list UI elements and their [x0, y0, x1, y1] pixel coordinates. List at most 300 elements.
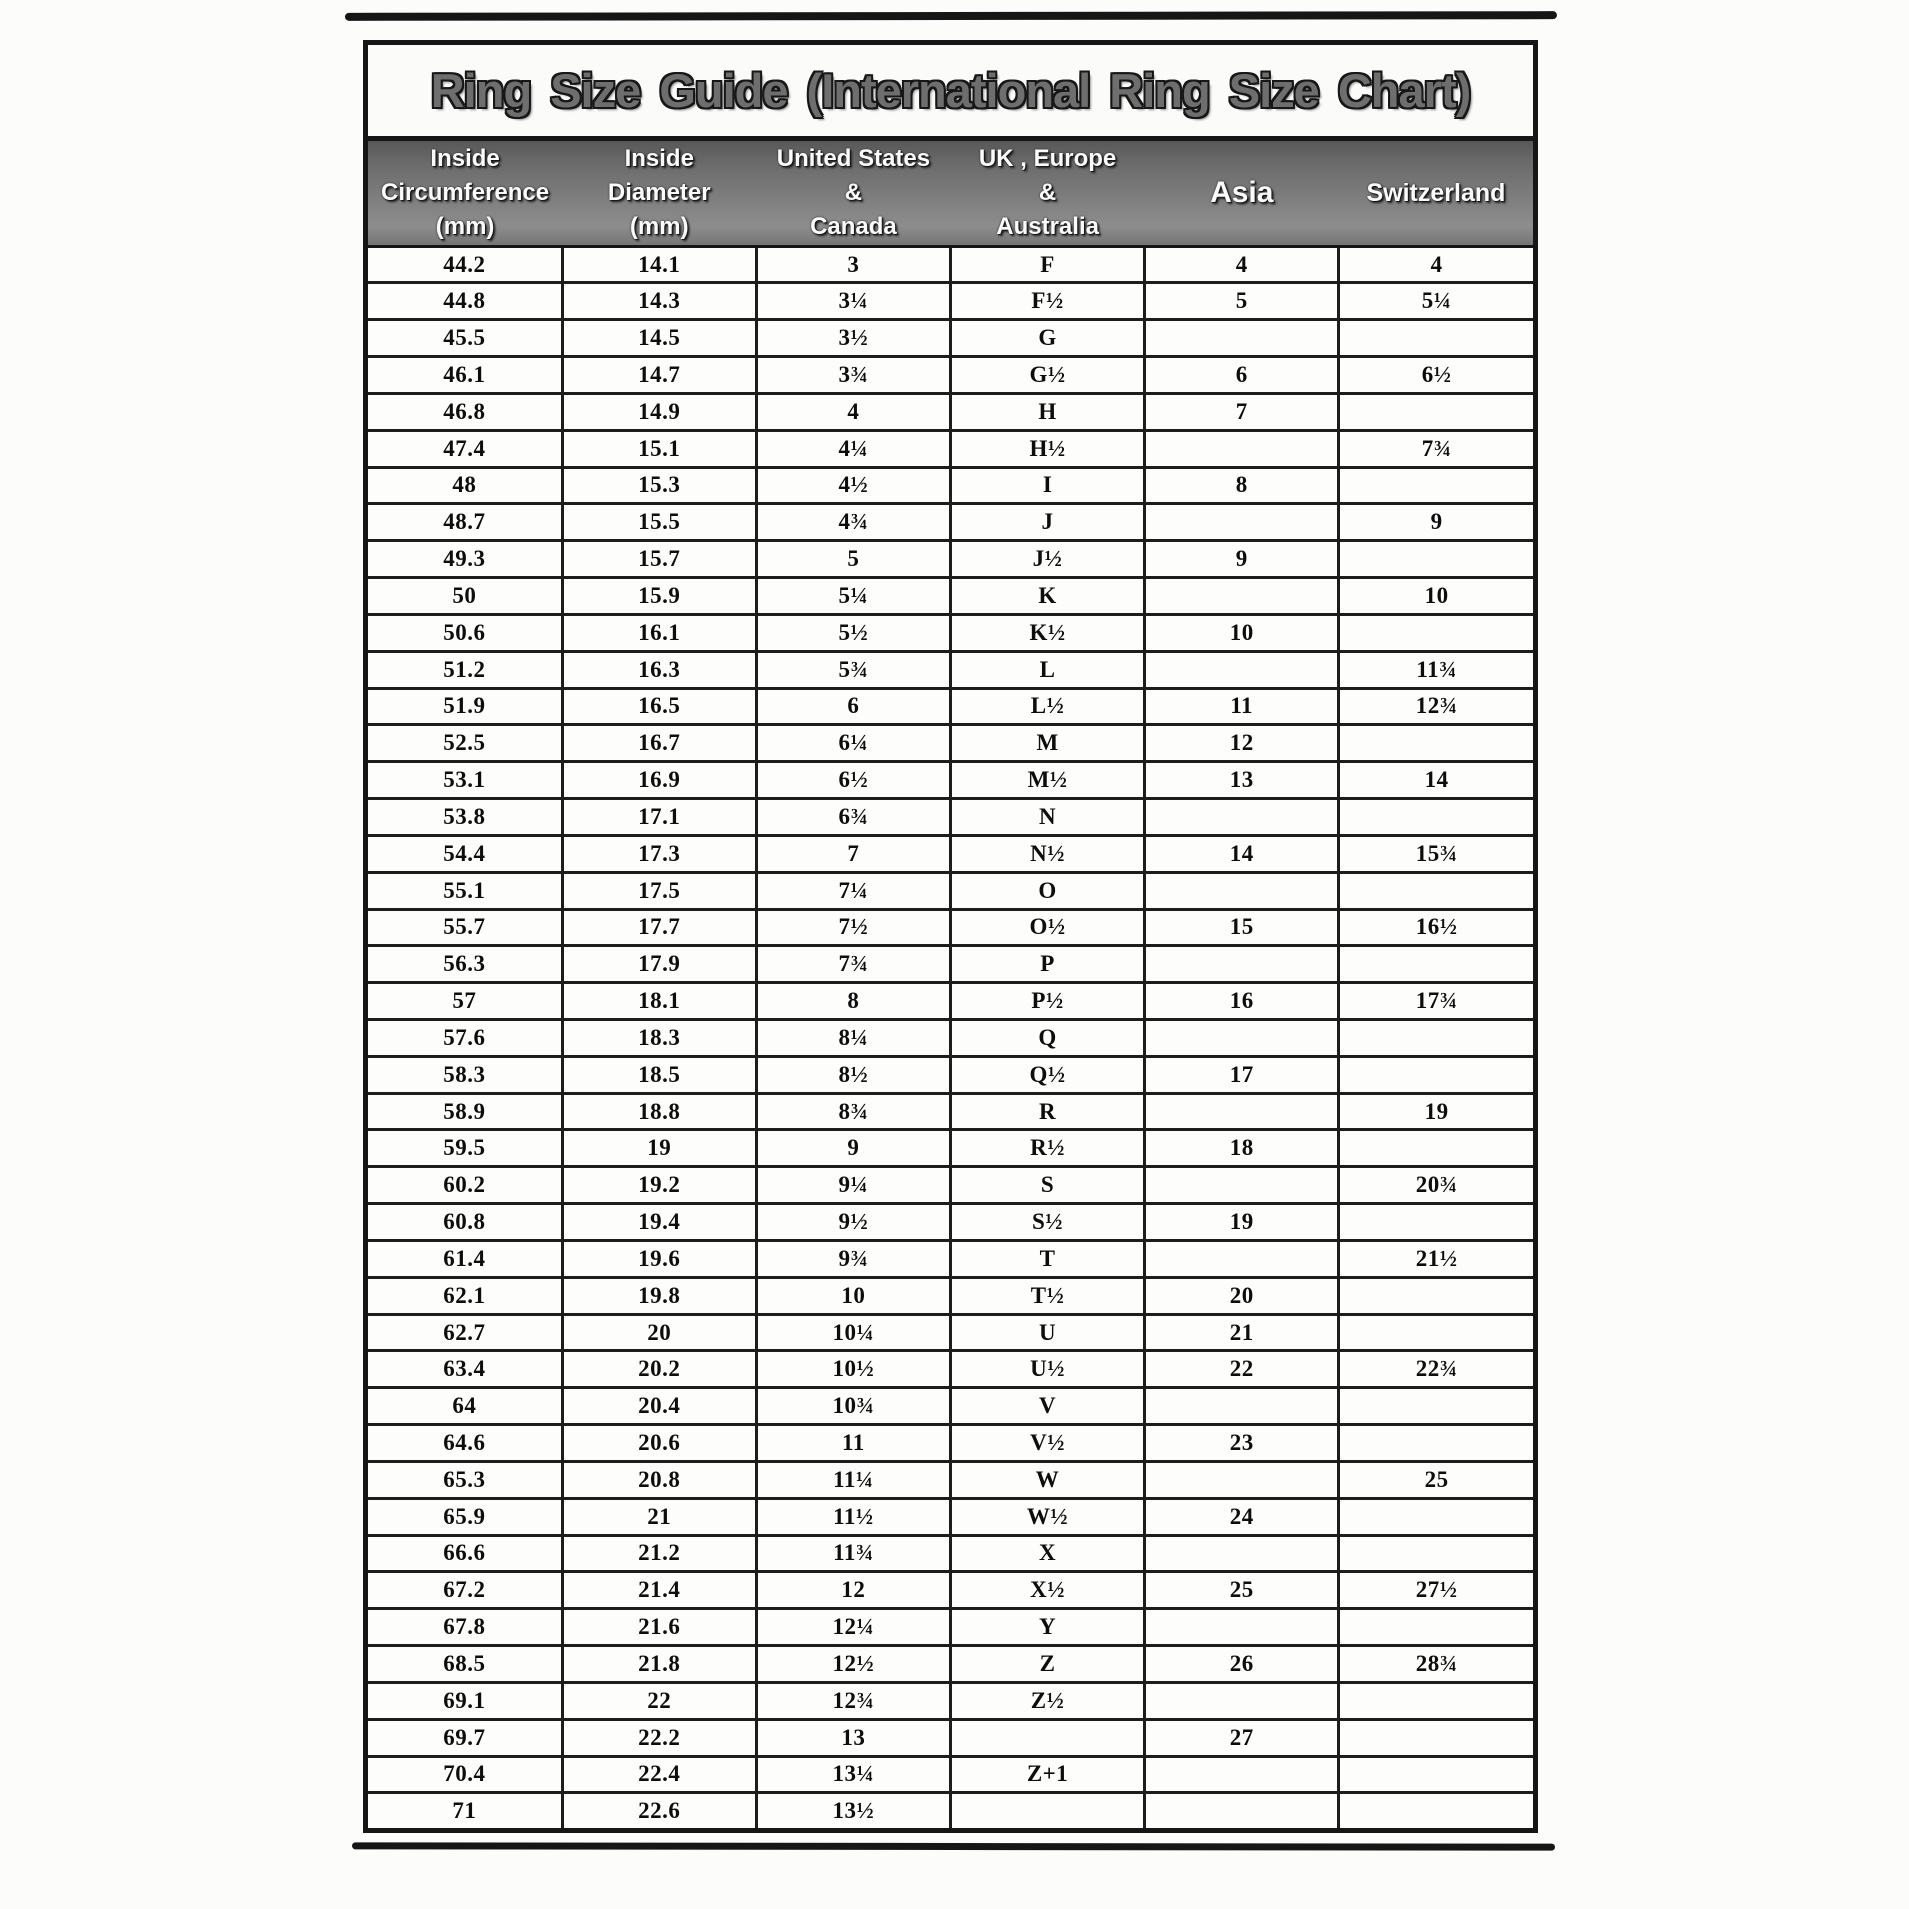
table-row — [368, 799, 1533, 836]
table-row — [368, 1314, 1533, 1351]
table-cell: 7 — [1145, 393, 1339, 430]
table-row — [368, 393, 1533, 430]
table-cell — [1339, 1793, 1533, 1828]
table-cell: 16 — [1145, 983, 1339, 1020]
table-row — [368, 1461, 1533, 1498]
table-cell: 10¾ — [756, 1388, 950, 1425]
table-cell: 22¾ — [1339, 1351, 1533, 1388]
table-cell — [1145, 430, 1339, 467]
table-cell: 22 — [562, 1682, 756, 1719]
table-cell: N — [950, 799, 1144, 836]
table-cell — [1339, 1056, 1533, 1093]
table-cell — [1339, 320, 1533, 357]
table-cell: 22 — [1145, 1351, 1339, 1388]
table-cell: 20.4 — [562, 1388, 756, 1425]
table-cell: 20.2 — [562, 1351, 756, 1388]
table-cell: G½ — [950, 357, 1144, 394]
table-cell — [1145, 872, 1339, 909]
table-cell — [1339, 467, 1533, 504]
table-cell: 3¾ — [756, 357, 950, 394]
table-cell: 25 — [1145, 1572, 1339, 1609]
table-cell: 19.6 — [562, 1240, 756, 1277]
table-cell: 3¼ — [756, 283, 950, 320]
table-cell: 44.8 — [368, 283, 562, 320]
table-cell: 12¾ — [1339, 688, 1533, 725]
table-cell: 16½ — [1339, 909, 1533, 946]
table-cell: 3½ — [756, 320, 950, 357]
table-cell: 18.5 — [562, 1056, 756, 1093]
table-row — [368, 1056, 1533, 1093]
table-row — [368, 504, 1533, 541]
table-cell: 12½ — [756, 1646, 950, 1683]
table-row — [368, 1019, 1533, 1056]
header-line: Inside — [624, 145, 694, 172]
table-row — [368, 1093, 1533, 1130]
table-cell: 4¾ — [756, 504, 950, 541]
table-cell: 7 — [756, 835, 950, 872]
table-cell: 64 — [368, 1388, 562, 1425]
table-cell: 9½ — [756, 1204, 950, 1241]
table-cell: 19 — [1145, 1204, 1339, 1241]
table-cell: 13 — [1145, 762, 1339, 799]
table-cell: Q — [950, 1019, 1144, 1056]
table-cell — [1145, 1019, 1339, 1056]
table-cell: 65.9 — [368, 1498, 562, 1535]
table-cell: S — [950, 1167, 1144, 1204]
table-cell — [1339, 1682, 1533, 1719]
table-row — [368, 467, 1533, 504]
table-cell: 20.8 — [562, 1461, 756, 1498]
table-cell: 15.7 — [562, 541, 756, 578]
table-cell — [1339, 946, 1533, 983]
table-cell: R — [950, 1093, 1144, 1130]
table-cell — [1145, 504, 1339, 541]
table-cell — [1339, 1130, 1533, 1167]
table-cell: L — [950, 651, 1144, 688]
table-cell: Y — [950, 1609, 1144, 1646]
table-cell — [950, 1793, 1144, 1828]
table-cell: J½ — [950, 541, 1144, 578]
table-cell: 4 — [1145, 248, 1339, 283]
table-cell: 49.3 — [368, 541, 562, 578]
table-cell: 21 — [1145, 1314, 1339, 1351]
table-cell: 57.6 — [368, 1019, 562, 1056]
table-cell: 58.9 — [368, 1093, 562, 1130]
table-cell — [1339, 1719, 1533, 1756]
table-row — [368, 688, 1533, 725]
table-row — [368, 1425, 1533, 1462]
table-cell — [1145, 578, 1339, 615]
table-cell: 20 — [562, 1314, 756, 1351]
table-cell: 48.7 — [368, 504, 562, 541]
table-cell: 5 — [1145, 283, 1339, 320]
table-cell: R½ — [950, 1130, 1144, 1167]
table-cell — [1145, 946, 1339, 983]
table-cell: V½ — [950, 1425, 1144, 1462]
table-row — [368, 835, 1533, 872]
table-cell: 12¼ — [756, 1609, 950, 1646]
table-row — [368, 1167, 1533, 1204]
table-cell: W½ — [950, 1498, 1144, 1535]
table-cell: 5¼ — [756, 578, 950, 615]
table-cell: Z½ — [950, 1682, 1144, 1719]
table-row — [368, 983, 1533, 1020]
table-cell: 48 — [368, 467, 562, 504]
header-line: Switzerland — [1366, 179, 1506, 207]
table-cell: 52.5 — [368, 725, 562, 762]
table-row — [368, 1130, 1533, 1167]
table-cell: 53.8 — [368, 799, 562, 836]
table-cell: 10 — [1339, 578, 1533, 615]
header-cell-3 — [951, 141, 1145, 245]
table-cell: T — [950, 1240, 1144, 1277]
table-cell: 4 — [1339, 248, 1533, 283]
table-cell: Q½ — [950, 1056, 1144, 1093]
table-cell: 16.3 — [562, 651, 756, 688]
table-cell: 65.3 — [368, 1461, 562, 1498]
table-cell: 27½ — [1339, 1572, 1533, 1609]
table-row — [368, 1388, 1533, 1425]
table-wrap — [368, 248, 1533, 1828]
table-cell — [950, 1719, 1144, 1756]
table-cell: 6¾ — [756, 799, 950, 836]
ring-size-table — [368, 248, 1533, 1828]
table-cell: 50 — [368, 578, 562, 615]
table-cell: 46.8 — [368, 393, 562, 430]
table-cell: 66.6 — [368, 1535, 562, 1572]
table-cell: 18.8 — [562, 1093, 756, 1130]
table-cell — [1339, 393, 1533, 430]
table-row — [368, 320, 1533, 357]
table-cell: 57 — [368, 983, 562, 1020]
table-cell: 10 — [1145, 614, 1339, 651]
table-cell — [1145, 320, 1339, 357]
table-cell: 15.3 — [562, 467, 756, 504]
page-title: Ring Size Guide (International Ring Size Chart) — [430, 64, 1471, 117]
table-cell: 15¾ — [1339, 835, 1533, 872]
table-cell — [1145, 1240, 1339, 1277]
bottom-decorative-rule — [352, 1842, 1555, 1850]
table-row — [368, 1756, 1533, 1793]
table-row — [368, 762, 1533, 799]
header-line: Circumference — [381, 179, 550, 206]
table-cell: 15.1 — [562, 430, 756, 467]
table-cell — [1145, 651, 1339, 688]
table-cell: 14 — [1145, 835, 1339, 872]
table-cell: 15.5 — [562, 504, 756, 541]
table-row — [368, 1240, 1533, 1277]
table-row — [368, 1351, 1533, 1388]
table-cell: 59.5 — [368, 1130, 562, 1167]
table-row — [368, 357, 1533, 394]
table-cell: 5¾ — [756, 651, 950, 688]
table-cell: 22.2 — [562, 1719, 756, 1756]
header-line: (mm) — [629, 213, 689, 240]
table-cell: 58.3 — [368, 1056, 562, 1093]
table-cell: X½ — [950, 1572, 1144, 1609]
table-cell: 8 — [756, 983, 950, 1020]
table-row — [368, 946, 1533, 983]
table-cell: 11½ — [756, 1498, 950, 1535]
table-row — [368, 430, 1533, 467]
table-cell: 5 — [756, 541, 950, 578]
table-cell: 21.6 — [562, 1609, 756, 1646]
table-cell — [1339, 872, 1533, 909]
table-cell: 8¼ — [756, 1019, 950, 1056]
table-cell: 11 — [1145, 688, 1339, 725]
table-cell: 21.2 — [562, 1535, 756, 1572]
table-cell: 15 — [1145, 909, 1339, 946]
table-cell: X — [950, 1535, 1144, 1572]
table-cell: 22.4 — [562, 1756, 756, 1793]
table-cell: 67.8 — [368, 1609, 562, 1646]
table-cell: 12 — [1145, 725, 1339, 762]
table-cell: 6½ — [1339, 357, 1533, 394]
header-cell-0 — [368, 141, 562, 245]
table-cell: 11¾ — [1339, 651, 1533, 688]
table-cell: 14.5 — [562, 320, 756, 357]
table-cell: 54.4 — [368, 835, 562, 872]
table-cell: 56.3 — [368, 946, 562, 983]
table-cell: 62.1 — [368, 1277, 562, 1314]
table-cell: 17.9 — [562, 946, 756, 983]
table-cell: 9¾ — [756, 1240, 950, 1277]
table-cell: K½ — [950, 614, 1144, 651]
table-cell: O½ — [950, 909, 1144, 946]
table-row — [368, 909, 1533, 946]
table-row — [368, 541, 1533, 578]
header-row — [368, 141, 1533, 248]
table-cell: 15.9 — [562, 578, 756, 615]
table-cell — [1339, 1756, 1533, 1793]
header-line: Asia — [1210, 176, 1274, 209]
header-line: Australia — [996, 213, 1099, 240]
table-cell: 23 — [1145, 1425, 1339, 1462]
table-cell: 21½ — [1339, 1240, 1533, 1277]
table-cell: 14.7 — [562, 357, 756, 394]
table-cell: 19 — [1339, 1093, 1533, 1130]
table-cell — [1339, 1314, 1533, 1351]
table-cell: F — [950, 248, 1144, 283]
table-cell: 7¾ — [756, 946, 950, 983]
table-cell: 69.7 — [368, 1719, 562, 1756]
table-cell: P — [950, 946, 1144, 983]
table-cell: W — [950, 1461, 1144, 1498]
table-cell — [1339, 1609, 1533, 1646]
table-cell: S½ — [950, 1204, 1144, 1241]
table-cell: 61.4 — [368, 1240, 562, 1277]
table-row — [368, 578, 1533, 615]
table-cell: K — [950, 578, 1144, 615]
table-cell: 17.7 — [562, 909, 756, 946]
table-cell: 9 — [756, 1130, 950, 1167]
header-cell-4 — [1145, 141, 1339, 245]
table-row — [368, 1609, 1533, 1646]
top-decorative-rule — [345, 11, 1557, 21]
table-cell: 11¼ — [756, 1461, 950, 1498]
table-cell: Z — [950, 1646, 1144, 1683]
table-row — [368, 1793, 1533, 1828]
table-cell: 20.6 — [562, 1425, 756, 1462]
table-cell: 17.3 — [562, 835, 756, 872]
table-cell: M½ — [950, 762, 1144, 799]
table-cell: 13½ — [756, 1793, 950, 1828]
table-cell: 9¼ — [756, 1167, 950, 1204]
table-cell: 4½ — [756, 467, 950, 504]
table-cell: 16.1 — [562, 614, 756, 651]
table-cell: 12 — [756, 1572, 950, 1609]
table-cell: H — [950, 393, 1144, 430]
table-cell — [1339, 1388, 1533, 1425]
table-cell: L½ — [950, 688, 1144, 725]
ring-size-table-body — [368, 248, 1533, 1828]
table-cell: 5½ — [756, 614, 950, 651]
table-cell — [1145, 1388, 1339, 1425]
table-cell: 55.7 — [368, 909, 562, 946]
table-row — [368, 651, 1533, 688]
table-cell: 7½ — [756, 909, 950, 946]
table-cell: 24 — [1145, 1498, 1339, 1535]
table-cell: 17 — [1145, 1056, 1339, 1093]
header-cell-2 — [756, 141, 950, 245]
table-cell: 47.4 — [368, 430, 562, 467]
table-row — [368, 614, 1533, 651]
table-cell — [1339, 725, 1533, 762]
table-cell — [1145, 1093, 1339, 1130]
table-cell: 14.1 — [562, 248, 756, 283]
table-row — [368, 1204, 1533, 1241]
header-line: UK , Europe — [978, 145, 1117, 172]
header-line: Diameter — [607, 179, 711, 206]
table-cell: 13 — [756, 1719, 950, 1756]
table-cell: 3 — [756, 248, 950, 283]
table-cell: 13¼ — [756, 1756, 950, 1793]
table-cell: 16.5 — [562, 688, 756, 725]
table-cell: 19.2 — [562, 1167, 756, 1204]
table-row — [368, 1277, 1533, 1314]
table-cell: 10½ — [756, 1351, 950, 1388]
table-cell — [1145, 1167, 1339, 1204]
table-cell: 51.9 — [368, 688, 562, 725]
table-cell: 19.4 — [562, 1204, 756, 1241]
table-row — [368, 1498, 1533, 1535]
table-cell: 4 — [756, 393, 950, 430]
table-cell: O — [950, 872, 1144, 909]
table-cell — [1339, 799, 1533, 836]
table-cell: 21.8 — [562, 1646, 756, 1683]
table-cell: U½ — [950, 1351, 1144, 1388]
table-cell — [1339, 1498, 1533, 1535]
table-cell: 53.1 — [368, 762, 562, 799]
table-cell: 20¾ — [1339, 1167, 1533, 1204]
table-cell: 70.4 — [368, 1756, 562, 1793]
table-cell: 10 — [756, 1277, 950, 1314]
table-cell — [1145, 1609, 1339, 1646]
header-cell-5 — [1339, 141, 1533, 245]
table-cell — [1339, 1204, 1533, 1241]
table-cell: 17.5 — [562, 872, 756, 909]
header-line: Canada — [810, 213, 897, 240]
chart-frame — [363, 40, 1538, 1833]
header-line: Inside — [430, 145, 500, 172]
table-cell — [1145, 1682, 1339, 1719]
table-cell: Z+1 — [950, 1756, 1144, 1793]
table-cell: 18.3 — [562, 1019, 756, 1056]
table-cell: 67.2 — [368, 1572, 562, 1609]
table-cell: 16.9 — [562, 762, 756, 799]
table-cell: 7¾ — [1339, 430, 1533, 467]
table-cell: 20 — [1145, 1277, 1339, 1314]
table-cell: J — [950, 504, 1144, 541]
header-line: (mm) — [435, 213, 495, 240]
header-line: & — [1038, 179, 1057, 206]
table-cell: 17.1 — [562, 799, 756, 836]
table-cell — [1339, 1277, 1533, 1314]
table-cell: P½ — [950, 983, 1144, 1020]
table-cell: 8½ — [756, 1056, 950, 1093]
table-cell — [1339, 1425, 1533, 1462]
table-cell: 14.9 — [562, 393, 756, 430]
table-cell: G — [950, 320, 1144, 357]
table-cell: H½ — [950, 430, 1144, 467]
table-cell: 19 — [562, 1130, 756, 1167]
table-cell: 71 — [368, 1793, 562, 1828]
table-cell: 28¾ — [1339, 1646, 1533, 1683]
table-cell: 50.6 — [368, 614, 562, 651]
table-cell: N½ — [950, 835, 1144, 872]
table-cell: 21.4 — [562, 1572, 756, 1609]
table-cell: 8¾ — [756, 1093, 950, 1130]
header-cell-1 — [562, 141, 756, 245]
table-cell: 51.2 — [368, 651, 562, 688]
table-cell — [1339, 541, 1533, 578]
table-row — [368, 1719, 1533, 1756]
table-cell: 16.7 — [562, 725, 756, 762]
table-cell: 10¼ — [756, 1314, 950, 1351]
table-cell: 44.2 — [368, 248, 562, 283]
table-row — [368, 1535, 1533, 1572]
table-cell: 63.4 — [368, 1351, 562, 1388]
table-cell: 22.6 — [562, 1793, 756, 1828]
table-cell: 11¾ — [756, 1535, 950, 1572]
table-cell — [1145, 1535, 1339, 1572]
table-cell — [1145, 1793, 1339, 1828]
table-cell: 45.5 — [368, 320, 562, 357]
table-cell: 14.3 — [562, 283, 756, 320]
table-cell: 5¼ — [1339, 283, 1533, 320]
header-line: United States — [776, 145, 931, 172]
header-line: & — [844, 179, 863, 206]
table-cell: 9 — [1339, 504, 1533, 541]
table-cell — [1339, 1019, 1533, 1056]
table-row — [368, 248, 1533, 283]
table-cell: 11 — [756, 1425, 950, 1462]
table-cell: 12¾ — [756, 1682, 950, 1719]
table-cell — [1339, 1535, 1533, 1572]
table-cell: 55.1 — [368, 872, 562, 909]
table-cell — [1145, 1756, 1339, 1793]
table-cell: 18.1 — [562, 983, 756, 1020]
table-cell: 8 — [1145, 467, 1339, 504]
table-cell — [1339, 614, 1533, 651]
table-row — [368, 283, 1533, 320]
table-cell: 68.5 — [368, 1646, 562, 1683]
table-cell: 14 — [1339, 762, 1533, 799]
table-row — [368, 872, 1533, 909]
table-cell: T½ — [950, 1277, 1144, 1314]
table-row — [368, 1682, 1533, 1719]
table-cell: 6¼ — [756, 725, 950, 762]
